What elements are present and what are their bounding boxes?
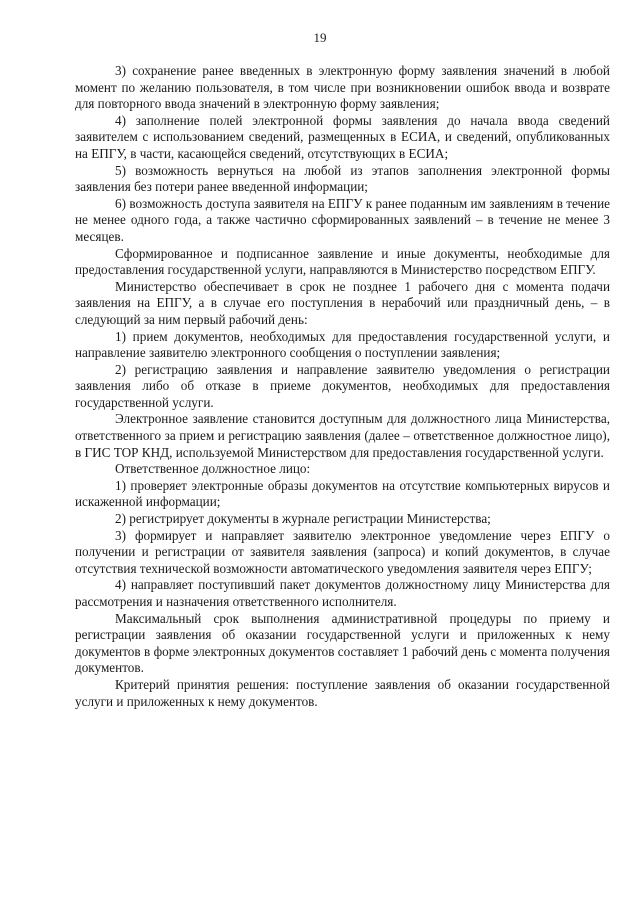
paragraph-official-heading: Ответственное должностное лицо: xyxy=(115,461,311,477)
paragraph-registration: 2) регистрацию заявления и направление заявителю уведомления о регистрации заявления либо об отказе в приеме документов, необходимых для предоставления государственной услуги. xyxy=(75,361,610,410)
page-number: 19 xyxy=(313,30,327,45)
paragraph-official-register: 2) регистрирует документы в журнале регистрации Министерства; xyxy=(115,511,491,527)
paragraph-availability: Электронное заявление становится доступным для должностного лица Министерства, ответственного за прием и регистрацию заявления (далее – ответственное должностное лицо), в ГИС ТОР КНД, используемой Министерством для предоставления государственной услуги. xyxy=(75,411,610,460)
paragraph-official-forward: 4) направляет поступивший пакет документов должностному лицу Министерства для рассмотрения и назначения ответственного исполнителя. xyxy=(75,577,610,609)
paragraph-submission: Сформированное и подписанное заявление и иные документы, необходимые для предоставления государственной услуги, направляются в Министерство посредством ЕПГУ. xyxy=(75,245,610,278)
paragraph-official-check: 1) проверяет электронные образы документов на отсутствие компьютерных вирусов и искаженной информации; xyxy=(75,477,610,510)
paragraph-reception: 1) прием документов, необходимых для предоставления государственной услуги, и направление заявителю электронного сообщения о поступлении заявления; xyxy=(75,328,610,361)
paragraph-max-duration: Максимальный срок выполнения административной процедуры по приему и регистрации заявления об оказании государственной услуги и приложенных к нему документов в форме электронных документов составляет 1 рабочий день с момента получения документов. xyxy=(75,610,610,676)
paragraph-ministry-deadline: Министерство обеспечивает в срок не позднее 1 рабочего дня с момента подачи заявления на ЕПГУ, а в случае его поступления в нерабочий или праздничный день, – в следующий за ним первый рабочий день: xyxy=(75,278,610,327)
paragraph-decision-criterion: Критерий принятия решения: поступление заявления об оказании государственной услуги и приложенных к нему документов. xyxy=(75,676,610,709)
paragraph-official-notify: 3) формирует и направляет заявителю электронное уведомление через ЕПГУ о получении и регистрации от заявителя заявления (запроса) и копий документов, в случае отсутствия технической возможности автоматического уведомления заявителя через ЕПГУ; xyxy=(75,527,610,576)
paragraph-item-5-return-stage: 5) возможность вернуться на любой из этапов заполнения электронной формы заявления без потери ранее введенной информации; xyxy=(75,162,610,195)
paragraph-item-3-save-values: 3) сохранение ранее введенных в электронную форму заявления значений в любой момент по желанию пользователя, в том числе при возникновении ошибок ввода и возврате для повторного ввода значений в электронную форму заявления; xyxy=(75,63,610,112)
paragraph-item-4-autofill: 4) заполнение полей электронной формы заявления до начала ввода сведений заявителем с использованием сведений, размещенных в ЕСИА, и сведений, опубликованных на ЕПГУ, в части, касающейся сведений, отсутствующих в ЕСИА; xyxy=(75,112,610,161)
document-body xyxy=(75,63,610,710)
paragraph-item-6-access-history: 6) возможность доступа заявителя на ЕПГУ к ранее поданным им заявлениям в течение не менее одного года, а также частично сформированных заявлений – в течение не менее 3 месяцев. xyxy=(75,195,610,244)
